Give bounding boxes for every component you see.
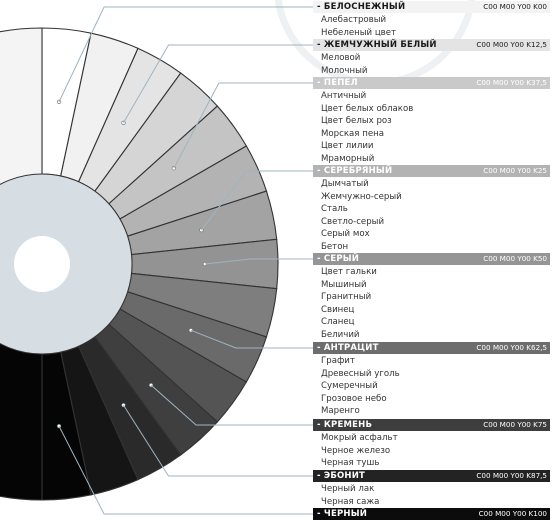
color-name-item: Жемчужно-серый (321, 191, 402, 202)
color-name-item: Молочный (321, 65, 368, 76)
group-cmyk-value: C00 M00 Y00 K87,5 (476, 471, 547, 480)
color-name-item: Мраморный (321, 154, 375, 164)
group-header (313, 1, 550, 13)
group-name: - ЖЕМЧУЖНЫЙ БЕЛЫЙ (317, 40, 437, 50)
group-name: - ЭБОНИТ (317, 471, 366, 481)
group-header (313, 419, 550, 431)
color-name-item: Алебастровый (321, 15, 387, 25)
group-cmyk-value: C00 M00 Y00 K62,5 (476, 343, 547, 352)
color-name-item: Сланец (321, 317, 355, 328)
group-name: - АНТРАЦИТ (317, 343, 379, 353)
color-name-item: Морская пена (321, 128, 385, 139)
group-header (313, 470, 550, 482)
color-name-item: Цвет гальки (321, 267, 377, 277)
group-header (313, 39, 550, 51)
color-name-item: Черная сажа (321, 496, 380, 507)
group-cmyk-value: C00 M00 Y00 K50 (483, 254, 547, 263)
group-header (313, 77, 550, 89)
color-name-item: Меловой (321, 53, 361, 63)
group-cmyk-value: C00 M00 Y00 K12,5 (476, 40, 547, 49)
color-name-item: Мышиный (321, 279, 367, 290)
color-name-item: Черный лак (321, 484, 375, 494)
color-name-item: Маренго (321, 406, 360, 417)
color-name-item: Цвет лилии (321, 141, 374, 152)
group-cmyk-value: C00 M00 Y00 K37,5 (476, 78, 547, 87)
color-name-item: Древесный уголь (321, 368, 400, 379)
color-name-item: Черное железо (321, 445, 391, 456)
color-name-item: Светло-серый (321, 216, 385, 227)
group-name: - ПЕПЕЛ (317, 78, 358, 88)
color-name-item: Гранитный (321, 292, 372, 303)
color-name-item: Серый мох (321, 229, 370, 240)
group-name: - СЕРЫЙ (317, 254, 360, 264)
group-header (313, 165, 550, 177)
group-name: - БЕЛОСНЕЖНЫЙ (317, 2, 406, 12)
group-name: - КРЕМЕНЬ (317, 420, 373, 430)
color-name-item: Цвет белых облаков (321, 103, 414, 114)
wheel-hub-hole (14, 236, 70, 292)
group-header (313, 253, 550, 265)
color-name-item: Небеленый цвет (321, 27, 397, 38)
color-name-item: Бетон (321, 242, 349, 252)
color-name-item: Графит (321, 356, 355, 366)
group-cmyk-value: C00 M00 Y00 K100 (478, 509, 547, 518)
group-header (313, 508, 550, 520)
color-name-item: Черная тушь (321, 458, 380, 469)
color-name-item: Цвет белых роз (321, 116, 392, 127)
color-name-item: Беличий (321, 330, 360, 340)
color-name-item: Грозовое небо (321, 393, 387, 404)
group-name: - ЧЕРНЫЙ (317, 509, 368, 519)
color-name-item: Сталь (321, 204, 348, 215)
color-name-item: Сумеречный (321, 381, 378, 392)
group-cmyk-value: C00 M00 Y00 K25 (483, 166, 547, 175)
group-name: - СЕРЕБРЯНЫЙ (317, 166, 393, 176)
group-cmyk-value: C00 M00 Y00 K00 (483, 2, 547, 11)
group-header (313, 342, 550, 354)
color-name-item: Свинец (321, 304, 355, 315)
color-name-item: Античный (321, 91, 367, 101)
group-cmyk-value: C00 M00 Y00 K75 (483, 420, 547, 429)
color-name-item: Дымчатый (321, 179, 369, 189)
color-name-item: Мокрый асфальт (321, 433, 398, 443)
